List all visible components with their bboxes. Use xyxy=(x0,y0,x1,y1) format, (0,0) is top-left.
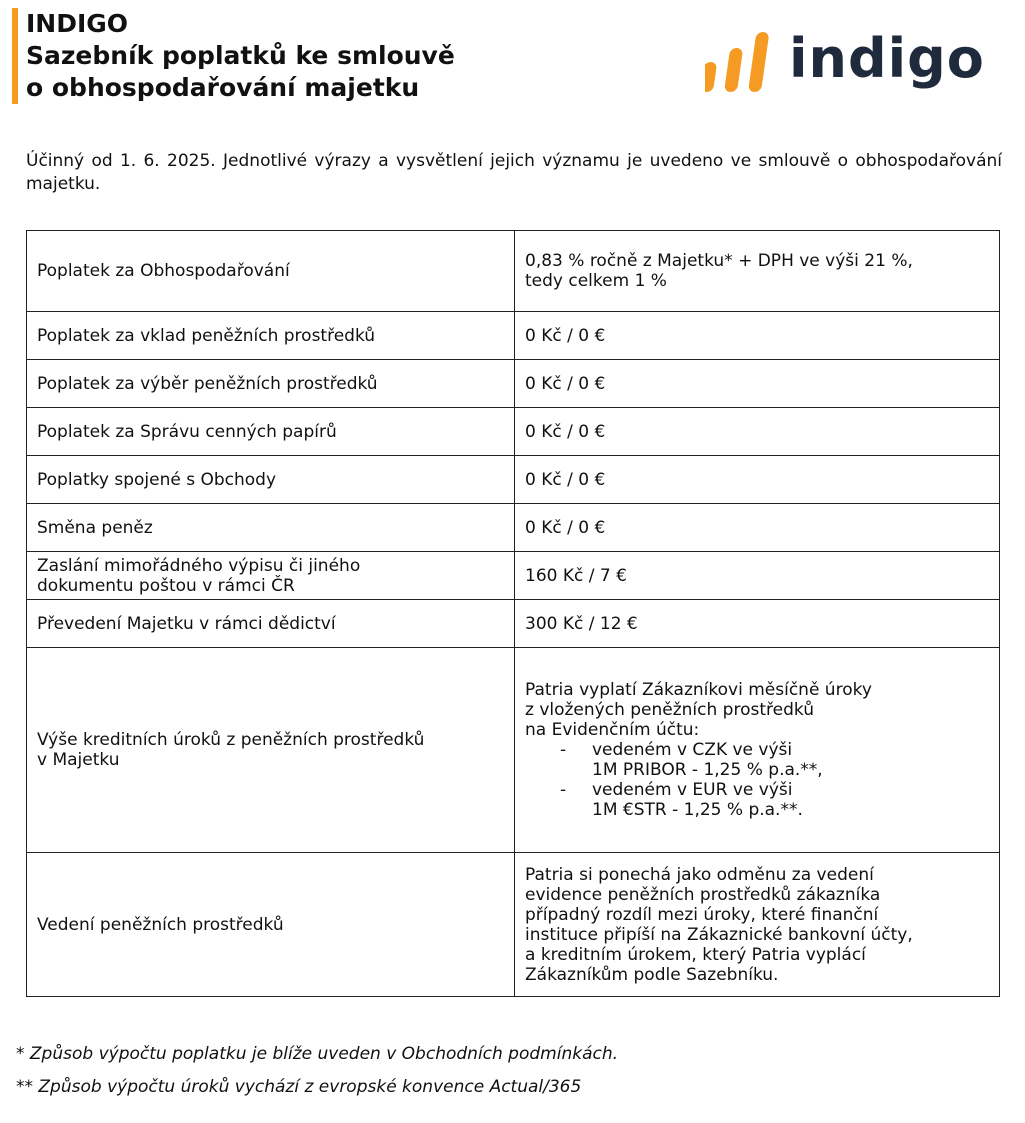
effective-date-intro: Účinný od 1. 6. 2025. Jednotlivé výrazy a vysvětlení jejich významu je uvedeno ve smlouvě o obhospodařování majetku. xyxy=(26,151,1002,194)
fee-table xyxy=(26,230,1000,997)
fee-value-line: Patria si ponechá jako odměnu za vedení xyxy=(525,864,874,885)
fee-value: 0 Kč / 0 € xyxy=(515,360,1000,408)
fee-label: Poplatek za vklad peněžních prostředků xyxy=(27,312,515,360)
list-item-line: 1M PRIBOR - 1,25 % p.a.**, xyxy=(592,760,823,780)
fee-value xyxy=(515,648,1000,853)
table-row xyxy=(27,312,1000,360)
fee-label: Poplatek za Obhospodařování xyxy=(27,231,515,312)
table-row xyxy=(27,408,1000,456)
table-row xyxy=(27,552,1000,600)
table-row xyxy=(27,231,1000,312)
fee-value-line: tedy celkem 1 % xyxy=(525,271,667,291)
table-row xyxy=(27,853,1000,997)
list-item xyxy=(525,740,989,780)
list-item xyxy=(525,780,989,820)
brand-title: INDIGO xyxy=(26,9,129,38)
fee-label: Směna peněz xyxy=(27,504,515,552)
fee-label-line: v Majetku xyxy=(37,750,120,770)
logo-wordmark: indigo xyxy=(789,27,985,90)
fee-value-line: případný rozdíl mezi úroky, které finanční xyxy=(525,904,879,925)
fee-value-line: instituce připíší na Zákaznické bankovní účty, xyxy=(525,924,913,945)
fee-value: 0 Kč / 0 € xyxy=(515,504,1000,552)
fee-value: 300 Kč / 12 € xyxy=(515,600,1000,648)
fee-label xyxy=(27,552,515,600)
list-item-line: vedeném v EUR ve výši xyxy=(592,780,793,800)
fee-label-line: Zaslání mimořádného výpisu či jiného xyxy=(37,555,361,576)
fee-value xyxy=(515,231,1000,312)
fee-value xyxy=(515,853,1000,997)
list-dash: - xyxy=(560,780,567,800)
fee-value-line: evidence peněžních prostředků zákazníka xyxy=(525,884,881,905)
fee-label-line: Výše kreditních úroků z peněžních prostředků xyxy=(37,730,425,750)
fee-value-line: a kreditním úrokem, který Patria vyplácí xyxy=(525,944,866,965)
fee-value: 0 Kč / 0 € xyxy=(515,312,1000,360)
list-item-line: 1M €STR - 1,25 % p.a.**. xyxy=(592,800,803,820)
fee-label: Vedení peněžních prostředků xyxy=(27,853,515,997)
footnote-interest-convention: ** Způsob výpočtu úroků vychází z evropské konvence Actual/365 xyxy=(16,1077,582,1097)
fee-label: Převedení Majetku v rámci dědictví xyxy=(27,600,515,648)
fee-label: Poplatek za Správu cenných papírů xyxy=(27,408,515,456)
interest-rate-list xyxy=(525,740,989,820)
indigo-logo xyxy=(705,27,985,98)
fee-label: Poplatky spojené s Obchody xyxy=(27,456,515,504)
fee-label-line: dokumentu poštou v rámci ČR xyxy=(37,575,295,596)
fee-value: 0 Kč / 0 € xyxy=(515,456,1000,504)
table-row xyxy=(27,360,1000,408)
fee-value: 0 Kč / 0 € xyxy=(515,408,1000,456)
footnote-fee-calculation: * Způsob výpočtu poplatku je blíže uveden v Obchodních podmínkách. xyxy=(16,1044,619,1064)
table-row xyxy=(27,600,1000,648)
document-header xyxy=(12,8,455,104)
fee-value-line: z vložených peněžních prostředků xyxy=(525,700,814,720)
list-item-line: vedeném v CZK ve výši xyxy=(592,740,793,760)
fee-value-line: Patria vyplatí Zákazníkovi měsíčně úroky xyxy=(525,680,872,700)
fee-value-line: 0,83 % ročně z Majetku* + DPH ve výši 21 %, xyxy=(525,251,913,271)
document-title-line-2: o obhospodařování majetku xyxy=(26,73,420,102)
table-row xyxy=(27,504,1000,552)
fee-value-line: na Evidenčním účtu: xyxy=(525,720,700,740)
logo-bars-icon xyxy=(705,28,785,98)
table-row xyxy=(27,648,1000,853)
fee-value-line: Zákazníkům podle Sazebníku. xyxy=(525,964,779,985)
fee-label xyxy=(27,648,515,853)
list-dash: - xyxy=(560,740,567,760)
fee-value: 160 Kč / 7 € xyxy=(515,552,1000,600)
fee-label: Poplatek za výběr peněžních prostředků xyxy=(27,360,515,408)
table-row xyxy=(27,456,1000,504)
document-title-line-1: Sazebník poplatků ke smlouvě xyxy=(26,41,455,70)
